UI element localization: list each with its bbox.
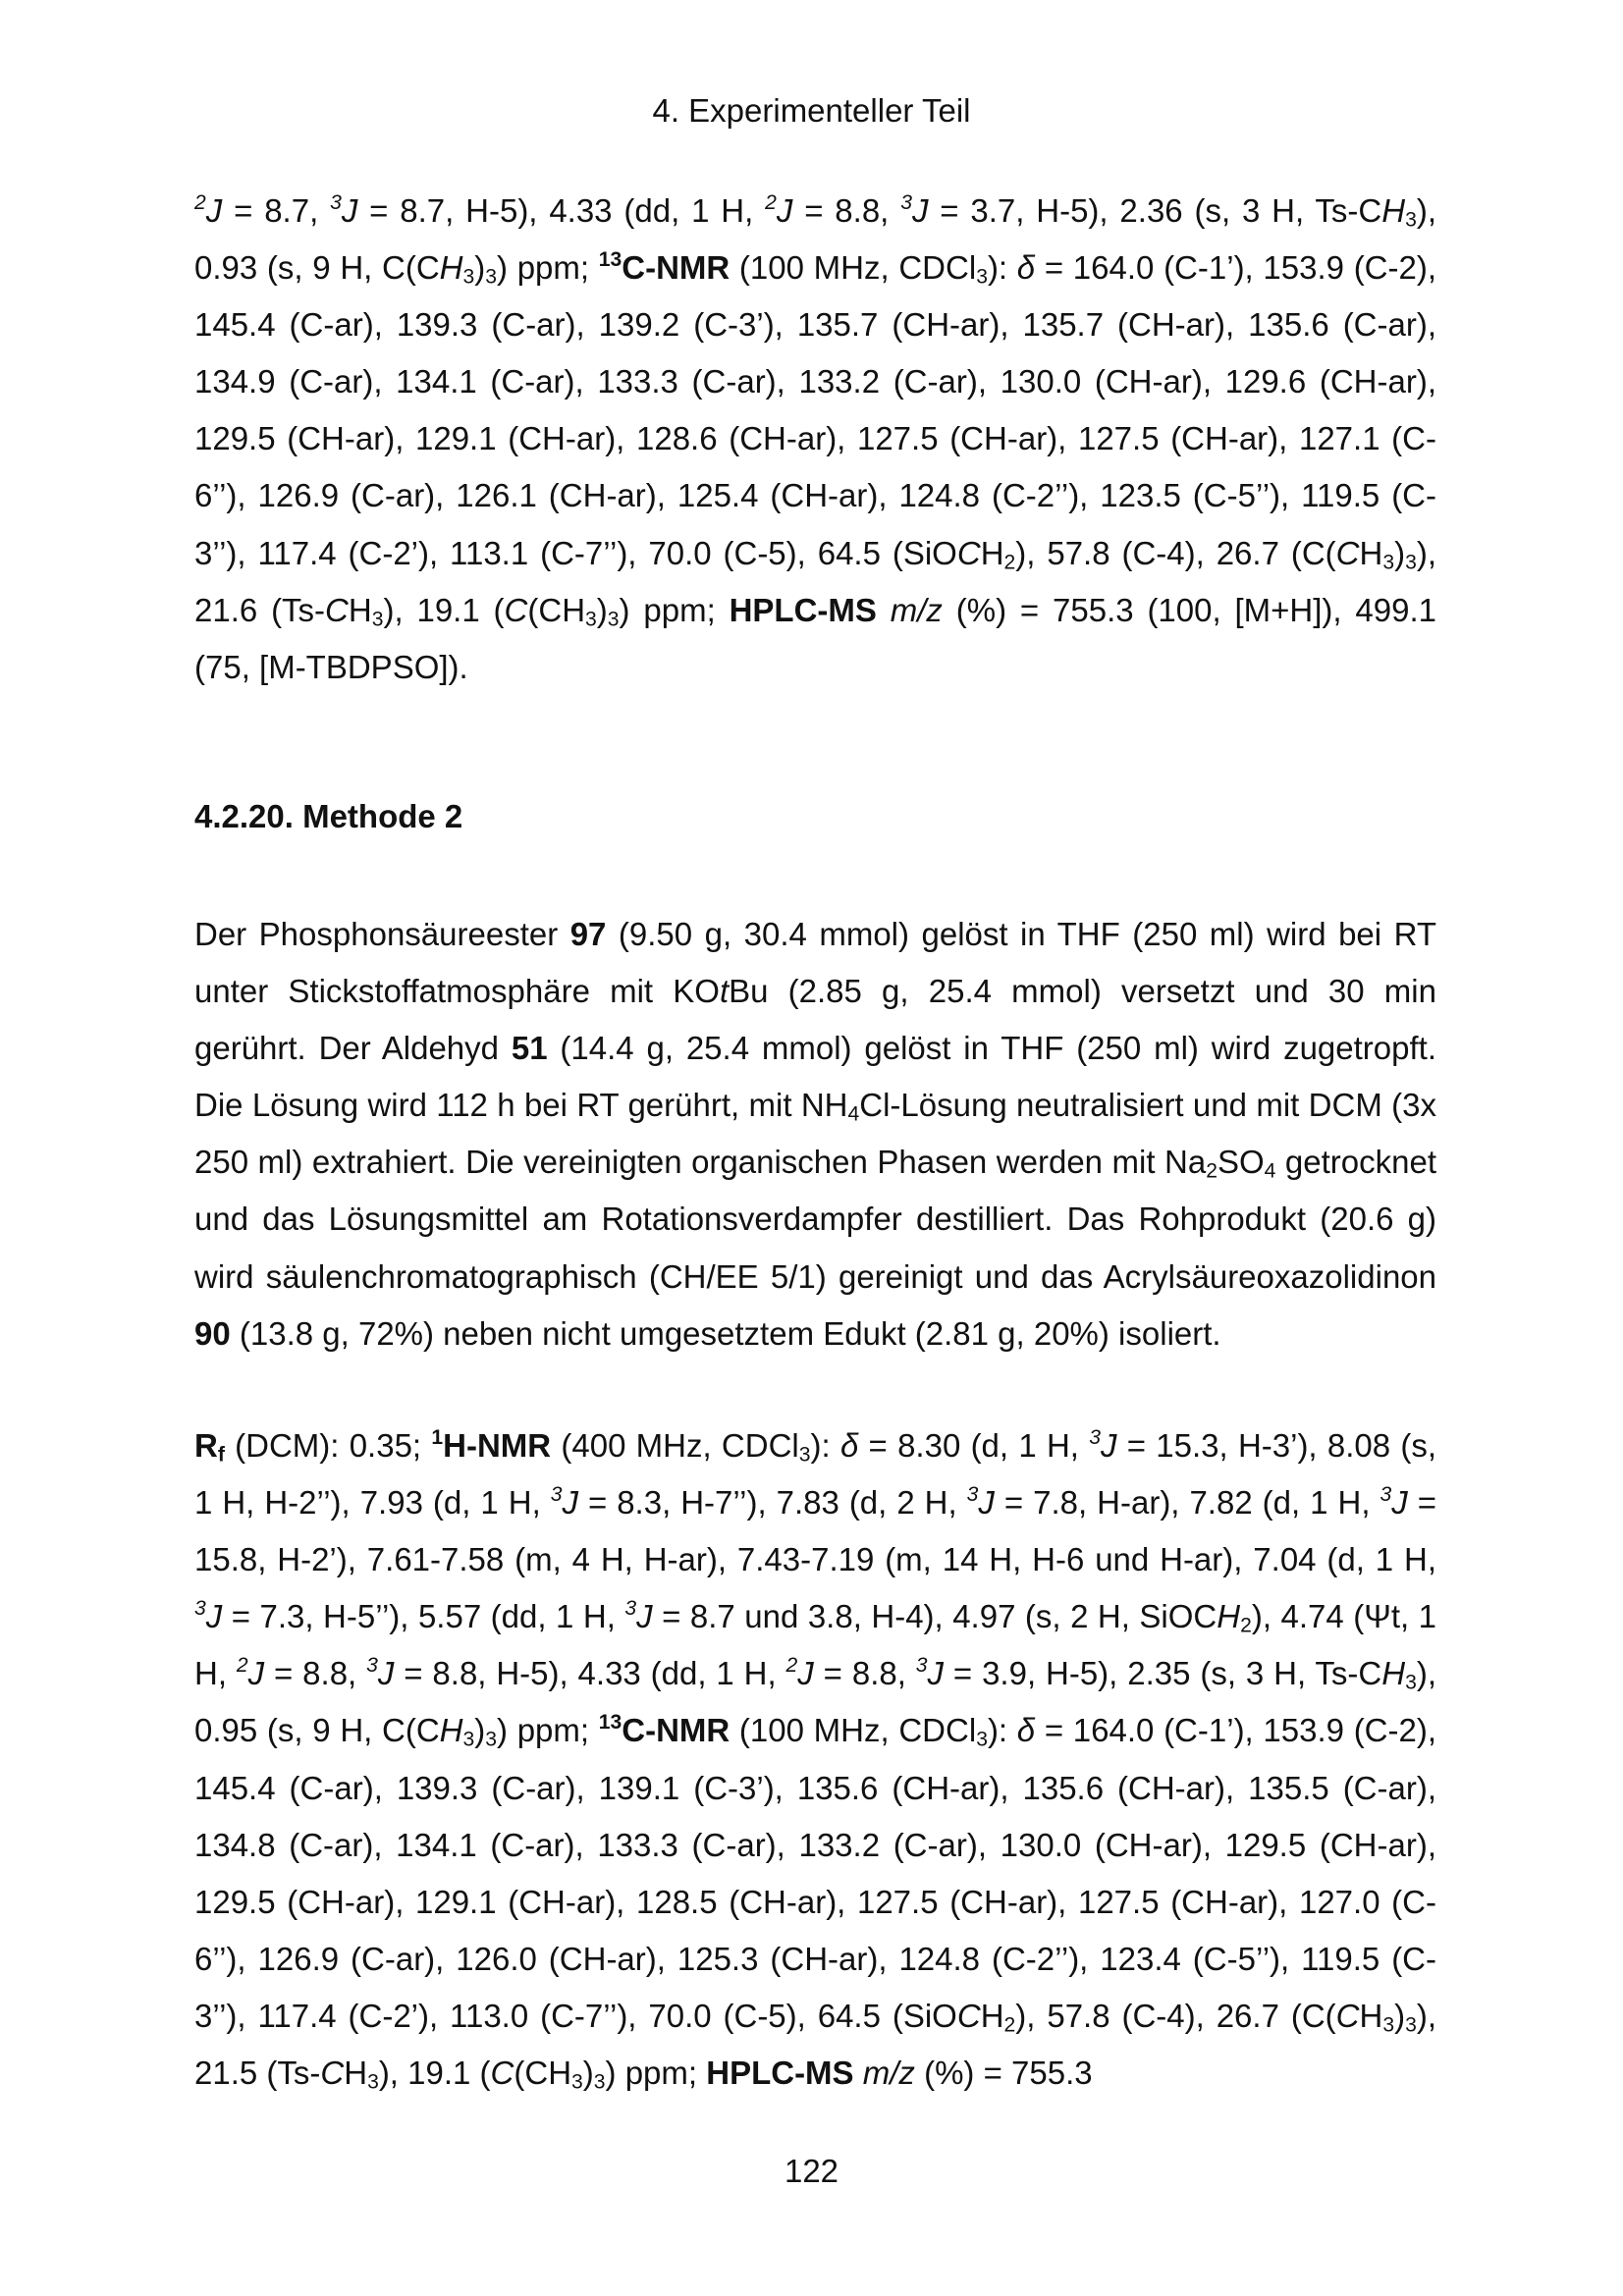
paragraph-text: $R_f$ (DCM): 0.35; $^1$H-NMR (400 MHz, CDCl$_3$): δ = 8.30 (d, 1 H, $^3$J = 15.3, H-3’), 8.08 (s, 1 H, H-2’’), 7.93 (d, 1 H, $^3$J = 8.3, H-7’’), 7.83 (d, 2 H, $^3$J = 7.8, H-ar), 7.82 (d, 1 H, $^3$J = 15.8, H-2’), 7.61-7.58 (m, 4 H, H-ar), 7.43-7.19 (m, 14 H, H-6 und H-ar), 7.04 (d, 1 H, $^3$J = 7.3, H-5’’), 5.57 (dd, 1 H, $^3$J = 8.7 und 3.8, H-4), 4.97 (s, 2 H, SiOCH$_2$), 4.74 (Ψt, 1 H, $^2$J = 8.8, $^3$J = 8.8, H-5), 4.33 (dd, 1 H, $^2$J = 8.8, $^3$J = 3.9, H-5), 2.35 (s, 3 H, $Ts-CH_3$), 0.95 (s, 9 H, $C(CH_3)_3$) ppm; $^{13}$C-NMR (100 MHz, CDCl$_3$): δ = 164.0 (C-1’), 153.9 (C-2), 145.4 (C-ar), 139.3 (C-ar), 139.1 (C-3’), 135.6 (CH-ar), 135.6 (CH-ar), 135.5 (C-ar), 134.8 (C-ar), 134.1 (C-ar), 133.3 (C-ar), 133.2 (C-ar), 130.0 (CH-ar), 129.5 (CH-ar), 129.5 (CH-ar), 129.1 (CH-ar), 128.5 (CH-ar), 127.5 (CH-ar), 127.5 (CH-ar), 127.0 (C-6’’), 126.9 (C-ar), 126.0 (CH-ar), 125.3 (CH-ar), 124.8 (C-2’’), 123.4 (C-5’’), 119.5 (C-3’’), 117.4 (C-2’), 113.0 (C-7’’), 70.0 (C-5), 64.5 (SiOCH$_2$), 57.8 (C-4), 26.7 $(C(CH_3)_3)$, 21.5 $(Ts-CH_3)$, 19.1 $(C(CH_3)_3)$ ppm; HPLC-MS m/z (%) = 755.3 (194, 1425, 1437, 2094)
paragraph-procedure (194, 906, 1436, 1362)
page-number: 122 (784, 2153, 839, 2189)
paragraph-text: $^2$J = 8.7, $^3$J = 8.7, H-5), 4.33 (dd, 1 H, $^2$J = 8.8, $^3$J = 3.7, H-5), 2.36 (s, 3 H, $Ts-CH_3$), 0.93 (s, 9 H, $C(CH_3)_3$) ppm; $^{13}$C-NMR (100 MHz, CDCl$_3$): δ = 164.0 (C-1’), 153.9 (C-2), 145.4 (C-ar), 139.3 (C-ar), 139.2 (C-3’), 135.7 (CH-ar), 135.7 (CH-ar), 135.6 (C-ar), 134.9 (C-ar), 134.1 (C-ar), 133.3 (C-ar), 133.2 (C-ar), 130.0 (CH-ar), 129.6 (CH-ar), 129.5 (CH-ar), 129.1 (CH-ar), 128.6 (CH-ar), 127.5 (CH-ar), 127.5 (CH-ar), 127.1 (C-6’’), 126.9 (C-ar), 126.1 (CH-ar), 125.4 (CH-ar), 124.8 (C-2’’), 123.5 (C-5’’), 119.5 (C-3’’), 117.4 (C-2’), 113.1 (C-7’’), 70.0 (C-5), 64.5 (SiOCH$_2$), 57.8 (C-4), 26.7 $(C(CH_3)_3)$, 21.6 $(Ts-CH_3)$, 19.1 $(C(CH_3)_3)$ ppm; HPLC-MS m/z (%) = 755.3 (100, [M+H]), 499.1 (75, [M-TBDPSO]). (194, 190, 1437, 685)
paragraph-nmr-data-continued (194, 183, 1436, 696)
running-header: 4. Experimenteller Teil (652, 92, 971, 129)
section-heading: 4.2.20. Methode 2 (194, 798, 463, 834)
paragraph-text: Der Phosphonsäureester 97 (9.50 g, 30.4 mmol) gelöst in THF (250 ml) wird bei RT unter Stickstoffatmosphäre mit KOtBu (2.85 g, 25.4 mmol) versetzt und 30 min gerührt. Der Aldehyd 51 (14.4 g, 25.4 mmol) gelöst in THF (250 ml) wird zugetropft. Die Lösung wird 112 h bei RT gerührt, mit $NH_4Cl$-Lösung neutralisiert und mit DCM (3x 250 ml) extrahiert. Die vereinigten organischen Phasen werden mit $Na_2SO_4$ getrocknet und das Lösungsmittel am Rotationsverdampfer destilliert. Das Rohprodukt (20.6 g) wird säulenchromatographisch (CH/EE 5/1) gereinigt und das Acrylsäureoxazolidinon 90 (13.8 g, 72%) neben nicht umgesetztem Edukt (2.81 g, 20%) isoliert. (194, 916, 1437, 1352)
paragraph-characterization (194, 1417, 1436, 2102)
